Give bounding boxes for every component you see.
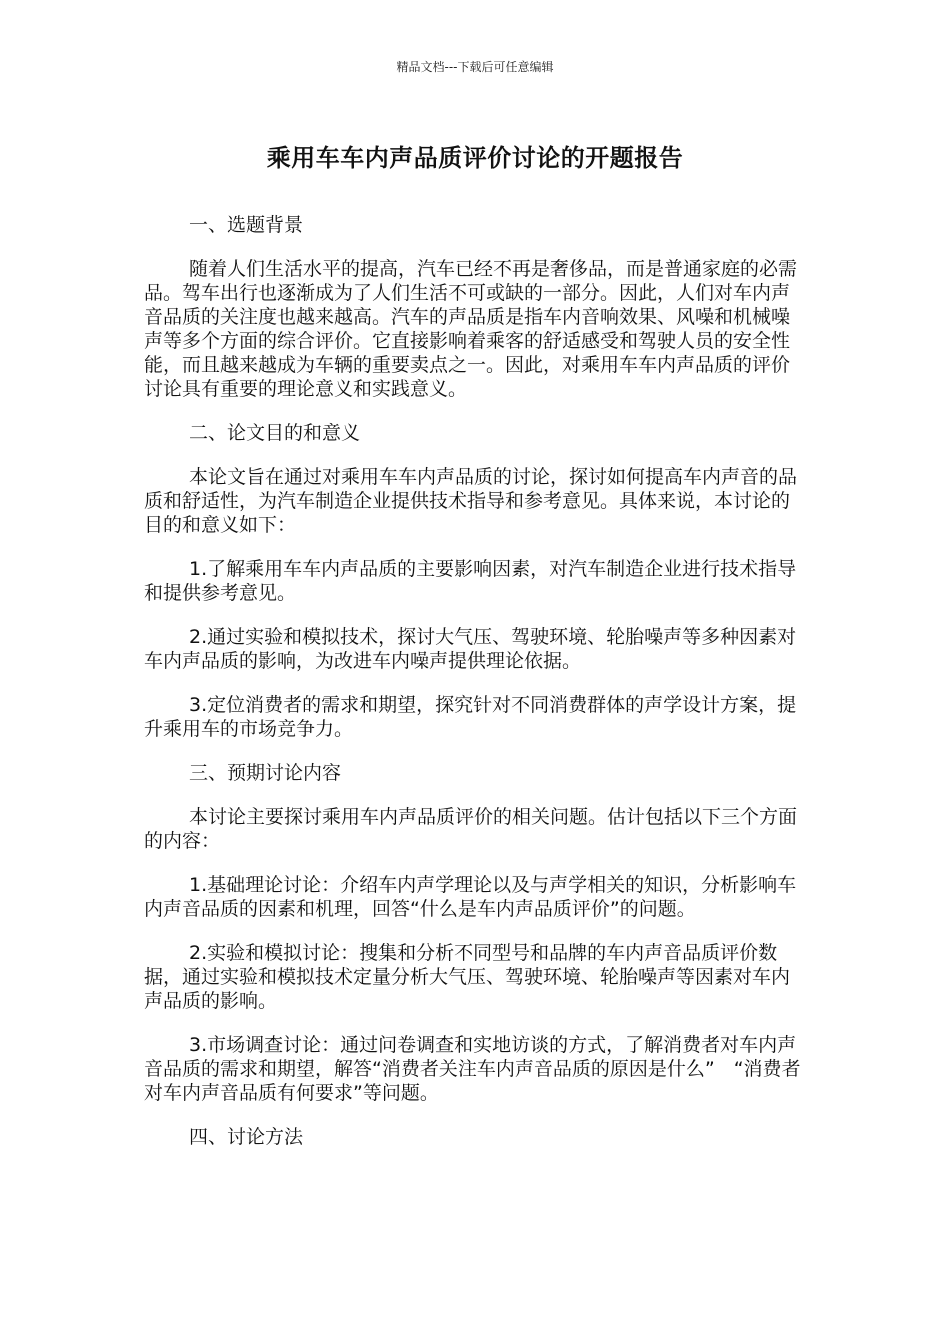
paragraph-purpose: 本论文旨在通过对乘用车车内声品质的讨论，探讨如何提高车内声音的品质和舒适性，为汽车制造企业提供技术指导和参考意见。具体来说，本讨论的目的和意义如下：: [144, 466, 798, 536]
section-heading-method: 四、讨论方法: [189, 1126, 304, 1148]
paragraph-background: 随着人们生活水平的提高，汽车已经不再是奢侈品，而是普通家庭的必需品。驾车出行也逐渐成为了人们生活不可或缺的一部分。因此，人们对车内声音品质的关注度也越来越高。汽车的声品质是指车内音响效果、风噪和机械噪声等多个方面的综合评价。它直接影响着乘客的舒适感受和驾驶人员的安全性能，而且越来越成为车辆的重要卖点之一。因此，对乘用车车内声品质的评价讨论具有重要的理论意义和实践意义。: [144, 258, 798, 400]
purpose-item-2: 2.通过实验和模拟技术，探讨大气压、驾驶环境、轮胎噪声等多种因素对车内声品质的影响，为改进车内噪声提供理论依据。: [144, 626, 797, 672]
section-heading-background: 一、选题背景: [189, 214, 304, 236]
section-heading-content: 三、预期讨论内容: [189, 762, 342, 784]
document-title: 乘用车车内声品质评价讨论的开题报告: [266, 144, 684, 172]
page-header: 精品文档---下载后可任意编辑: [396, 60, 554, 74]
content-item-2: 2.实验和模拟讨论：搜集和分析不同型号和品牌的车内声音品质评价数据，通过实验和模拟技术定量分析大气压、驾驶环境、轮胎噪声等因素对车内声品质的影响。: [144, 942, 791, 1012]
purpose-item-1: 1.了解乘用车车内声品质的主要影响因素，对汽车制造企业进行技术指导和提供参考意见。: [144, 558, 797, 604]
paragraph-content: 本讨论主要探讨乘用车内声品质评价的相关问题。估计包括以下三个方面的内容：: [144, 806, 798, 852]
document-body: [144, 213, 806, 1169]
content-item-1: 1.基础理论讨论：介绍车内声学理论以及与声学相关的知识，分析影响车内声音品质的因素和机理，回答“什么是车内声品质评价”的问题。: [144, 874, 797, 920]
section-heading-purpose: 二、论文目的和意义: [189, 422, 361, 444]
purpose-item-3: 3.定位消费者的需求和期望，探究针对不同消费群体的声学设计方案，提升乘用车的市场竞争力。: [144, 694, 797, 740]
content-item-3: 3.市场调查讨论：通过问卷调查和实地访谈的方式，了解消费者对车内声音品质的需求和期望，解答“消费者关注车内声音品质的原因是什么” “消费者对车内声音品质有何要求”等问题。: [144, 1034, 801, 1104]
